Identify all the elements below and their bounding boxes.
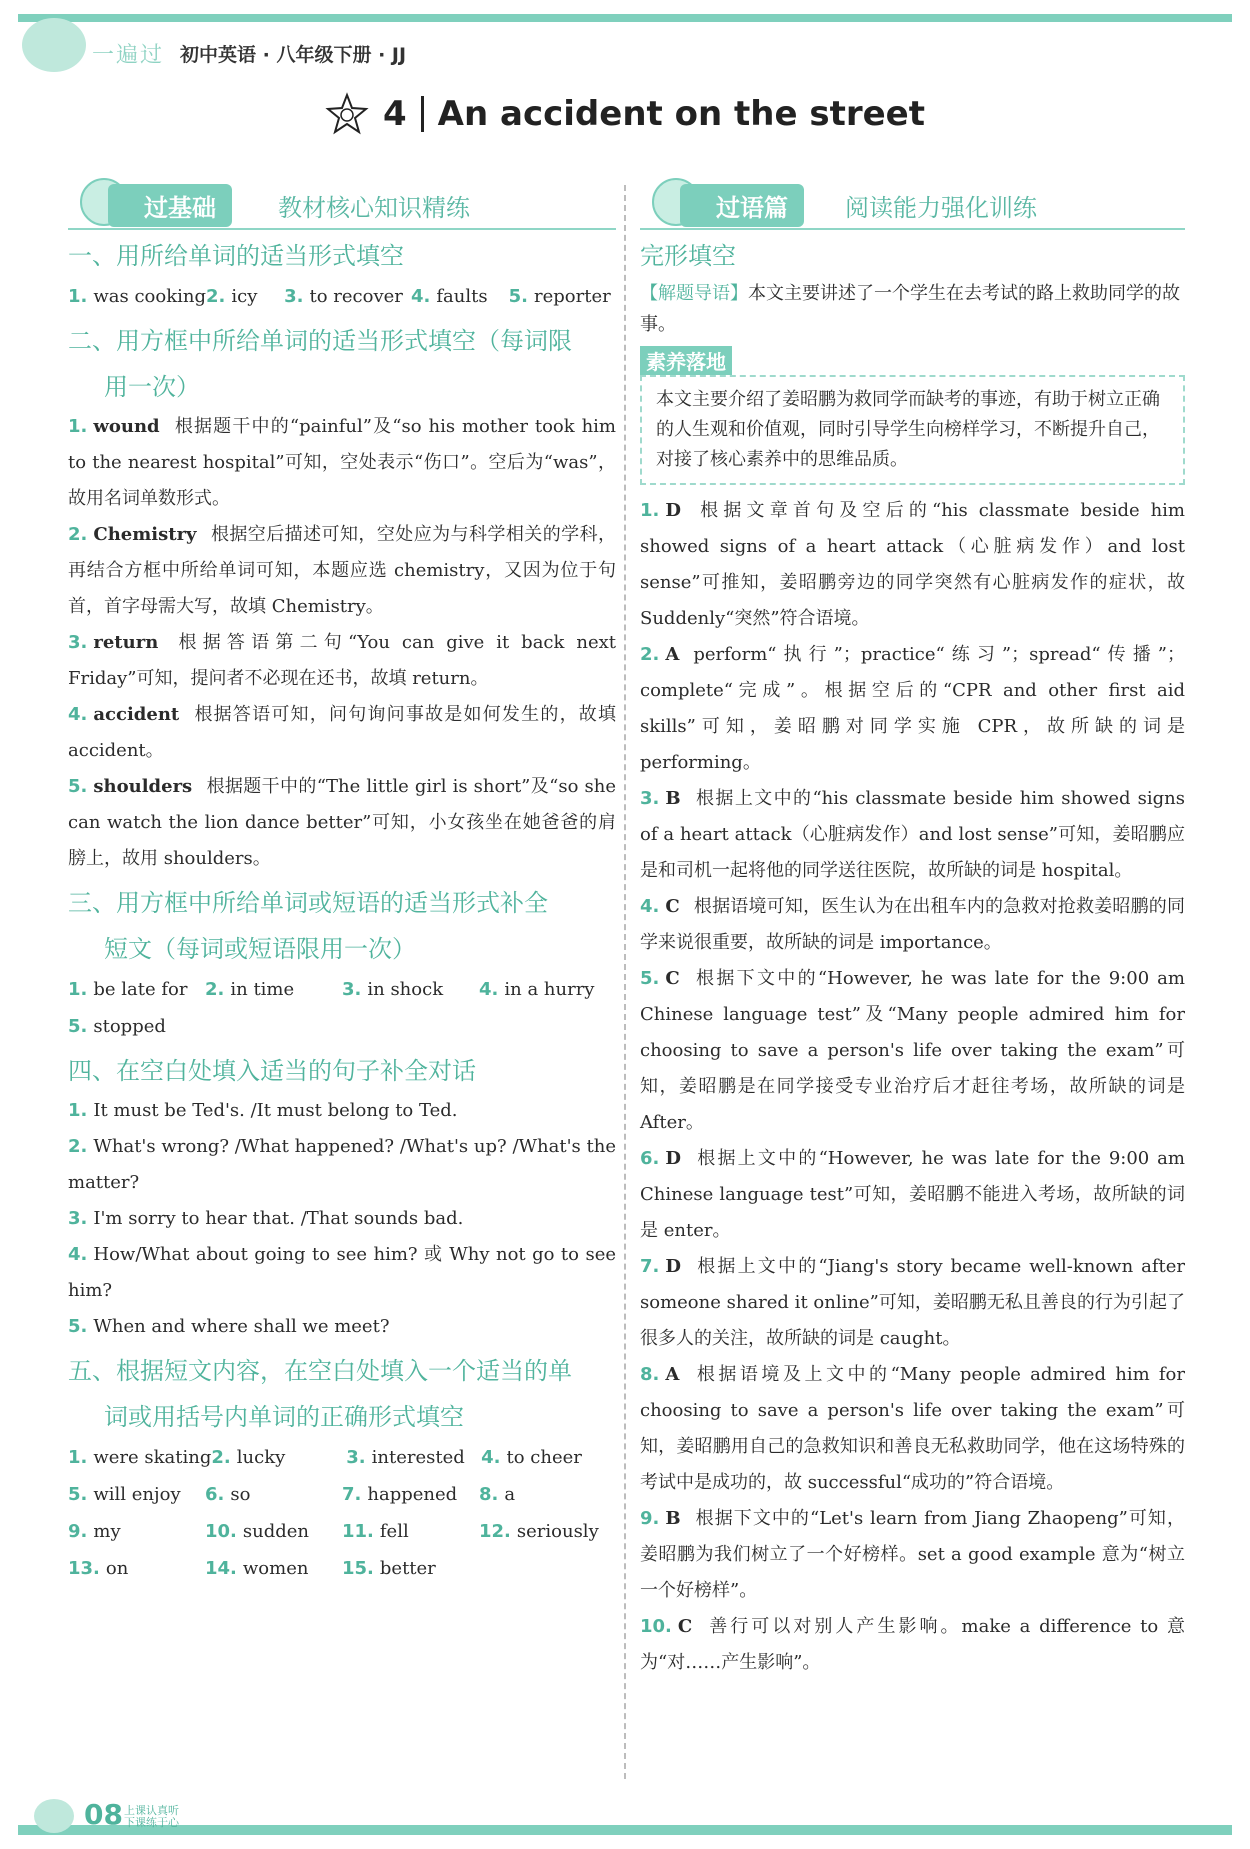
lesson-name: An accident on the street (437, 94, 925, 134)
literacy-box: 本文主要介绍了姜昭鹏为救同学而缺考的事迹，有助于树立正确的人生观和价值观，同时引导学生向榜样学习，不断提升自己，对接了核心素养中的思维品质。 (640, 375, 1185, 485)
page-number: 08 (84, 1798, 123, 1831)
answer-item: 1. D 根据文章首句及空后的“his classmate beside him showed signs of a heart attack（心脏病发作）and lost sense”可推知，姜昭鹏旁边的同学突然有心脏病发作的症状，故 Suddenly“突然”符合语境。 (640, 500, 1185, 629)
exercise-heading-5: 五、根据短文内容，在空白处填入一个适当的单 (68, 1357, 572, 1385)
lesson-number: 4 (382, 94, 407, 134)
answer-item: 3. return 根据答语第二句“You can give it back next Friday”可知，提问者不必现在还书，故填 return。 (68, 632, 616, 689)
section-underline (68, 228, 616, 230)
section-subtitle: 教材核心知识精练 (278, 194, 470, 222)
answer-item: 7. D 根据上文中的“Jiang's story became well-known after someone shared it online”可知，姜昭鹏无私且善良的行为引起了很多人的关注，故所缺的词是 caught。 (640, 1256, 1185, 1349)
answer-item: 2. A perform“执行”；practice“练习”；spread“传播”；complete“完成”。根据空后的“CPR and other first aid skills”可知，姜昭鹏对同学实施 CPR，故所缺的词是 performing。 (640, 644, 1185, 773)
answer-row: 5. stopped (68, 1016, 166, 1037)
page-caption: 上课认真听 下课练于心 (124, 1804, 179, 1829)
exercise-heading-2-cont: 用一次） (104, 373, 200, 401)
cloze-heading: 完形填空 (640, 242, 736, 270)
answer-item: 10. C 善行可以对别人产生影响。make a difference to 意为“对……产生影响”。 (640, 1616, 1185, 1673)
answer-item: 5. C 根据下文中的“However, he was late for the 9:00 am Chinese language test”及“Many people admired him for choosing to save a person's life over taking the exam”可知，姜昭鹏是在同学接受专业治疗后才赶往考场，故所缺的词是 After。 (640, 968, 1185, 1133)
answer-item: 5. When and where shall we meet? (68, 1316, 390, 1337)
section-badge: 过基础 (108, 184, 232, 227)
answer-item: 3. I'm sorry to hear that. /That sounds bad. (68, 1208, 464, 1229)
section-badge: 过语篇 (680, 184, 804, 227)
answer-item: 4. C 根据语境可知，医生认为在出租车内的急救对抢救姜昭鹏的同学来说很重要，故所缺的词是 importance。 (640, 896, 1185, 953)
answer-item: 9. B 根据下文中的“Let's learn from Jiang Zhaopeng”可知，姜昭鹏为我们树立了一个好榜样。set a good example 意为“树立一个好榜样”。 (640, 1508, 1185, 1601)
answer-item: 1. It must be Ted's. /It must belong to Ted. (68, 1100, 458, 1121)
answer-item: 2. Chemistry 根据空后描述可知，空处应为与科学相关的学科，再结合方框中所给单词可知，本题应选 chemistry，又因为位于句首，首字母需大写，故填 Chemistry。 (68, 524, 616, 617)
left-column (68, 178, 616, 1587)
exercise-heading-5-cont: 词或用括号内单词的正确形式填空 (104, 1403, 464, 1431)
star-icon (325, 92, 369, 136)
answer-item: 1. wound 根据题干中的“painful”及“so his mother took him to the nearest hospital”可知，空处表示“伤口”。空后为“was”，故用名词单数形式。 (68, 416, 616, 509)
section-underline (640, 228, 1185, 230)
answer-row: 9. my 10. sudden 11. fell 12. seriously (68, 1521, 599, 1542)
answer-row: 5. will enjoy 6. so 7. happened 8. a (68, 1484, 516, 1505)
answer-row: 13. on 14. women 15. better (68, 1558, 436, 1579)
mascot-footer-icon (34, 1799, 74, 1833)
exercise-heading-3-cont: 短文（每词或短语限用一次） (104, 935, 416, 963)
answer-item: 4. accident 根据答语可知，问句询问事故是如何发生的，故填 accident。 (68, 704, 616, 761)
section-subtitle: 阅读能力强化训练 (845, 194, 1037, 222)
tip-paragraph: 【解题导语】本文主要讲述了一个学生在去考试的路上救助同学的故事。 (640, 283, 1180, 335)
answer-row: 1. were skating 2. lucky 3. interested 4. to cheer (68, 1447, 582, 1468)
bottom-border (18, 1799, 1232, 1835)
literacy-tag: 素养落地 (640, 346, 732, 375)
exercise-heading-4: 四、在空白处填入适当的句子补全对话 (68, 1057, 476, 1085)
section-header-basics (68, 178, 616, 230)
answer-item: 4. How/What about going to see him? 或 Why not go to see him? (68, 1244, 616, 1301)
answer-item: 5. shoulders 根据题干中的“The little girl is short”及“so she can watch the lion dance better”可知，小女孩坐在她爸爸的肩膀上，故用 shoulders。 (68, 776, 616, 869)
book-title: 初中英语 · 八年级下册 · JJ (180, 44, 407, 66)
answer-item: 3. B 根据上文中的“his classmate beside him showed signs of a heart attack（心脏病发作）and lost sense”可知，姜昭鹏应是和司机一起将他的同学送往医院，故所缺的词是 hospital。 (640, 788, 1185, 881)
section-header-reading (640, 178, 1185, 230)
column-divider (624, 185, 626, 1779)
right-column (640, 178, 1185, 1681)
exercise-heading-2: 二、用方框中所给单词的适当形式填空（每词限 (68, 327, 572, 355)
answer-row: 1. was cooking 2. icy 3. to recover 4. faults 5. reporter (68, 286, 611, 307)
answer-item: 2. What's wrong? /What happened? /What's up? /What's the matter? (68, 1136, 616, 1193)
answer-row: 1. be late for 2. in time 3. in shock 4. in a hurry (68, 979, 595, 1000)
lesson-title (0, 92, 1250, 140)
answer-item: 6. D 根据上文中的“However, he was late for the 9:00 am Chinese language test”可知，姜昭鹏不能进入考场，故所缺的词是 enter。 (640, 1148, 1185, 1241)
mascot-logo-icon (22, 18, 86, 72)
brand-logo-text: 一遍过 (92, 43, 165, 68)
answer-item: 8. A 根据语境及上文中的“Many people admired him for choosing to save a person's life over taking the exam”可知，姜昭鹏用自己的急救知识和善良无私救助同学，他在这场特殊的考试中是成功的，故 successful“成功的”符合语境。 (640, 1364, 1185, 1493)
exercise-heading-3: 三、用方框中所给单词或短语的适当形式补全 (68, 889, 548, 917)
title-separator (421, 96, 424, 132)
exercise-heading-1: 一、用所给单词的适当形式填空 (68, 242, 404, 270)
